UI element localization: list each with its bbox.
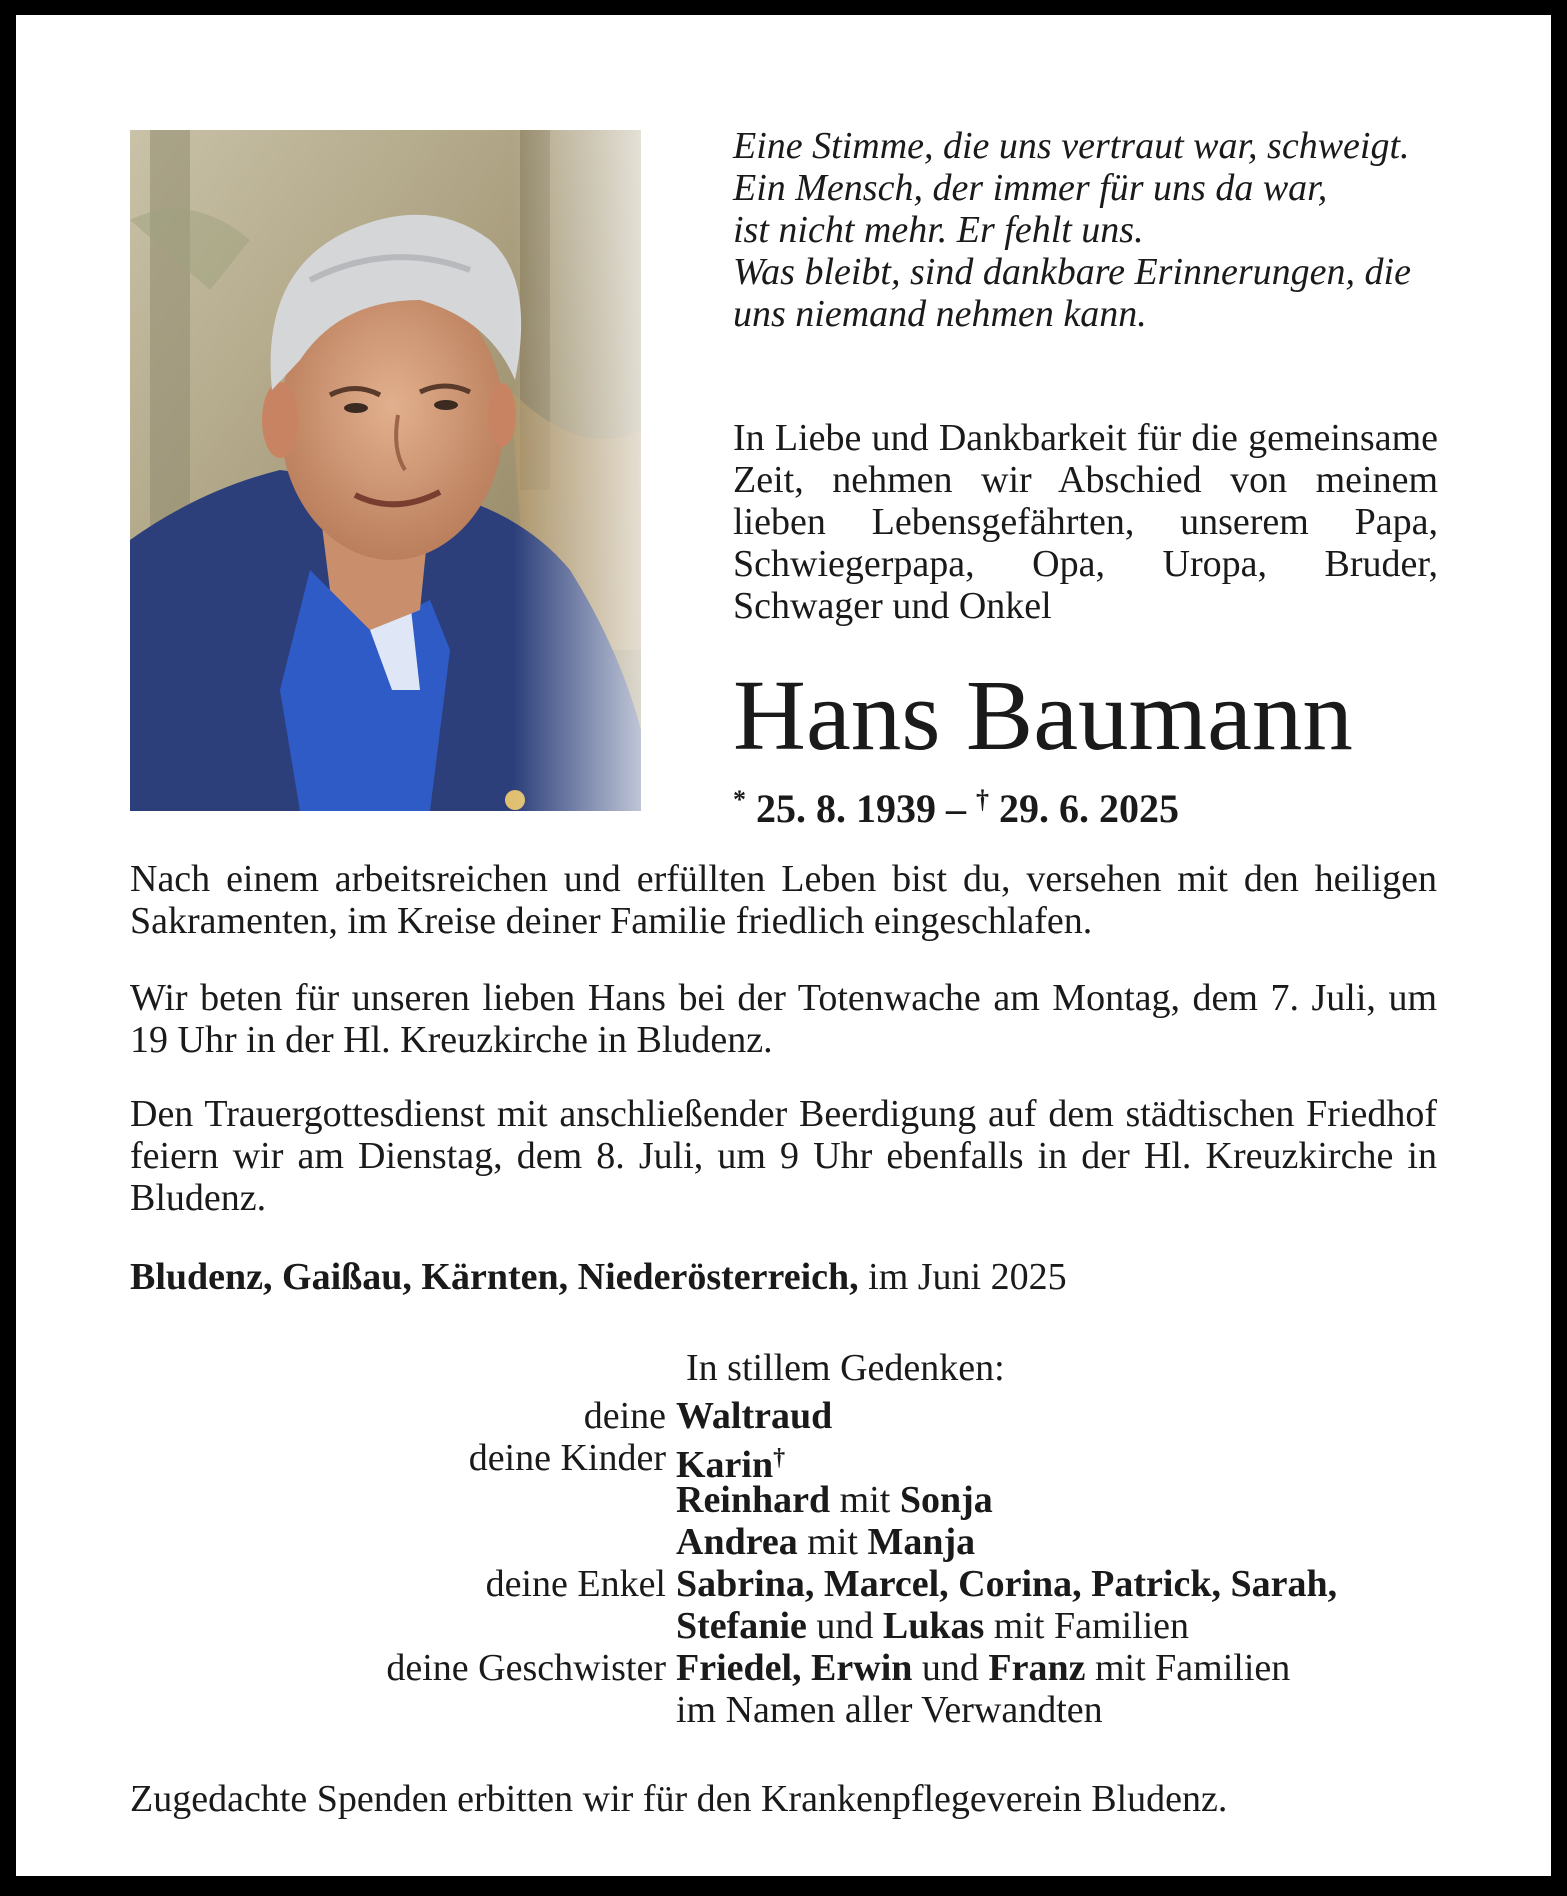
- donation-note: Zugedachte Spenden erbitten wir für den Krankenpflegeverein Bludenz.: [130, 1778, 1228, 1820]
- poem: [733, 125, 1463, 335]
- mourner-row: [300, 1689, 1450, 1731]
- deceased-name: Hans Baumann: [733, 659, 1353, 771]
- poem-line: Ein Mensch, der immer für uns da war,: [733, 167, 1328, 209]
- funeral-paragraph: Den Trauergottesdienst mit anschließender Beerdigung auf dem städtischen Friedhof feiern wir am Dienstag, dem 8. Juli, um 9 Uhr ebenfalls in der Hl. Kreuzkirche in Bludenz.: [130, 1093, 1437, 1219]
- mourner-row: [300, 1563, 1450, 1605]
- places-line: [130, 1256, 1067, 1298]
- mourner-name: Franz: [988, 1647, 1086, 1689]
- mourner-label: deine Kinder: [468, 1437, 666, 1479]
- life-paragraph: Nach einem arbeitsreichen und erfüllten Leben bist du, versehen mit den heiligen Sakramenten, im Kreise deiner Familie friedlich eingeschlafen.: [130, 858, 1437, 942]
- memorial-heading: In stillem Gedenken:: [686, 1347, 1005, 1389]
- poem-line: Eine Stimme, die uns vertraut war, schweigt.: [733, 125, 1410, 167]
- mourner-connector: mit: [830, 1479, 900, 1521]
- places-date: im Juni 2025: [858, 1256, 1067, 1298]
- birth-symbol: *: [733, 785, 746, 814]
- mourner-row: [300, 1437, 1450, 1486]
- mourner-row: [300, 1605, 1450, 1647]
- birth-date: 25. 8. 1939: [756, 786, 936, 831]
- mourner-connector: und: [912, 1647, 989, 1689]
- date-dash: –: [946, 786, 966, 831]
- relatives-line: im Namen aller Verwandten: [676, 1689, 1103, 1731]
- mourner-name: Sonja: [899, 1479, 993, 1521]
- life-dates: [733, 776, 1179, 833]
- deceased-cross: †: [773, 1445, 786, 1471]
- mourner-name: Lukas: [882, 1605, 985, 1647]
- mourner-row: [300, 1521, 1450, 1563]
- mourner-row: [300, 1479, 1450, 1521]
- mourner-name: Manja: [867, 1521, 976, 1563]
- farewell-intro: In Liebe und Dankbarkeit für die gemeinsame Zeit, nehmen wir Abschied von meinem lieben Lebensgefährten, unserem Papa, Schwiegerpapa, Opa, Uropa, Bruder, Schwager und Onkel: [733, 417, 1438, 627]
- mourner-name: Andrea: [676, 1521, 798, 1563]
- mourner-label: deine Geschwister: [386, 1647, 666, 1689]
- mourner-name: Reinhard: [676, 1479, 831, 1521]
- poem-line: ist nicht mehr. Er fehlt uns.: [733, 209, 1144, 251]
- death-symbol: †: [976, 785, 989, 814]
- mourner-name: Stefanie: [676, 1605, 807, 1647]
- mourner-row: [300, 1395, 1450, 1437]
- vigil-paragraph: Wir beten für unseren lieben Hans bei der Totenwache am Montag, dem 7. Juli, um 19 Uhr in der Hl. Kreuzkirche in Bludenz.: [130, 977, 1437, 1061]
- mourner-name: Sabrina, Marcel, Corina, Patrick, Sarah,: [676, 1563, 1338, 1605]
- mourner-label: deine: [583, 1395, 666, 1437]
- portrait-photo: [130, 130, 641, 811]
- mourner-suffix: mit Familien: [1085, 1647, 1291, 1689]
- poem-line: uns niemand nehmen kann.: [733, 293, 1147, 335]
- mourner-label: deine Enkel: [485, 1563, 666, 1605]
- mourner-row: [300, 1647, 1450, 1689]
- places-locations: Bludenz, Gaißau, Kärnten, Niederösterreich,: [130, 1256, 859, 1298]
- mourner-connector: und: [806, 1605, 883, 1647]
- mourner-connector: mit: [797, 1521, 868, 1563]
- mourners-list: [300, 1395, 1450, 1731]
- mourner-name: Karin: [676, 1444, 774, 1486]
- death-date: 29. 6. 2025: [999, 786, 1179, 831]
- mourner-suffix: mit Familien: [984, 1605, 1190, 1647]
- poem-line: Was bleibt, sind dankbare Erinnerungen, die: [733, 251, 1411, 293]
- mourner-name: Friedel, Erwin: [676, 1647, 913, 1689]
- mourner-name: Waltraud: [676, 1395, 833, 1437]
